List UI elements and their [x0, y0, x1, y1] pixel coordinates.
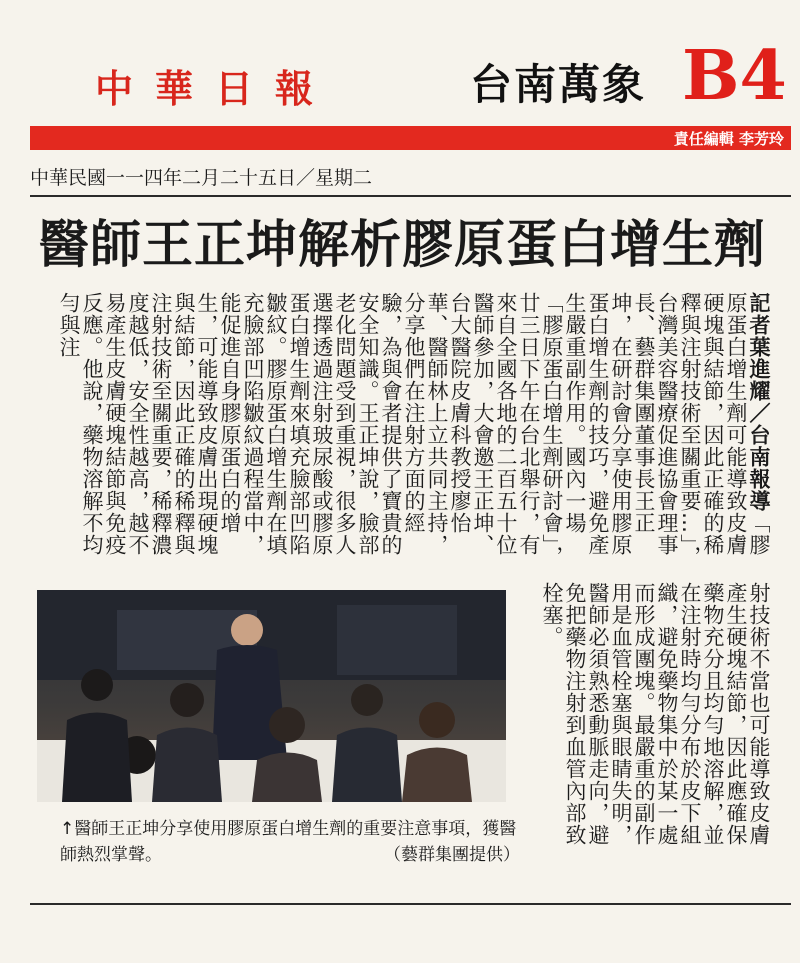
bottom-rule: [30, 903, 791, 905]
photo-credit: （藝群集團提供）: [384, 845, 520, 865]
byline: 記者葉進耀／台南報導: [747, 292, 771, 512]
article-text-top: 「膠原蛋白增生劑可能導致皮膚硬塊與結節，因此正確的稀釋與注射技術至關重要…」，台灣美容醫療促進協會理事長、藝群集團董事長王正坤，在研討會分享使用膠原蛋白增生劑的技巧，避免產生嚴重副作用。國內一場「膠原蛋白增生劑研討會」，廿三日下午在台北舉行，有來自全國各地的二百五十位醫師參加，大會邀王正坤、台大醫院皮膚科教授廖怡華、醫師林上立共同主持，分享他們在注射方面的經驗，為與會者提供了寶貴的安全知識。王正坤說，臉部老化問題受到重視，很多人選擇透過注射玻尿酸或膠原蛋白增生劑來填充臉部凹陷皺紋。膠原蛋白增生劑在填充臉部凹陷皺紋過程當中，能促進自身膠原蛋白的增生，可能導致皮膚出現硬塊與結節，因此正確的稀釋與注射技術至關重要，稀釋濃度越低，安全性越高，越不易產生皮膚硬塊結節與免疫反應。他說，藥物溶解不均勻與注: [57, 292, 771, 568]
article-headline: 醫師王正坤解析膠原蛋白增生劑: [38, 216, 767, 275]
dateline: 中華民國一一四年二月二十五日／星期二: [30, 167, 373, 189]
event-photo: [37, 590, 506, 802]
dateline-rule: [30, 195, 791, 197]
page-number: B4: [682, 36, 787, 116]
photo-caption: [60, 816, 520, 868]
masthead-name: 中華日報: [95, 66, 336, 111]
article-body-continued: 射技術不當也可能導致皮膚產生硬塊結節，因此應確保藥物充分且均勻地溶解，並在注射時均勻分布於皮下組織，避免藥物集中於某一處而形成團塊。最嚴重的副作用是血管栓塞與眼睛失明，醫師必須熟悉動脈走向，避免把藥物注射到血管內部致栓塞。: [540, 582, 771, 846]
photo-illustration: [37, 590, 506, 802]
section-title: 台南萬象: [470, 60, 647, 109]
caption-text: ↑醫師王正坤分享使用膠原蛋白增生劑的重要注意事項，獲醫師熱烈掌聲。: [60, 819, 517, 865]
article-body-top: [57, 292, 770, 574]
editor-credit: 責任編輯 李芳玲: [673, 130, 784, 148]
